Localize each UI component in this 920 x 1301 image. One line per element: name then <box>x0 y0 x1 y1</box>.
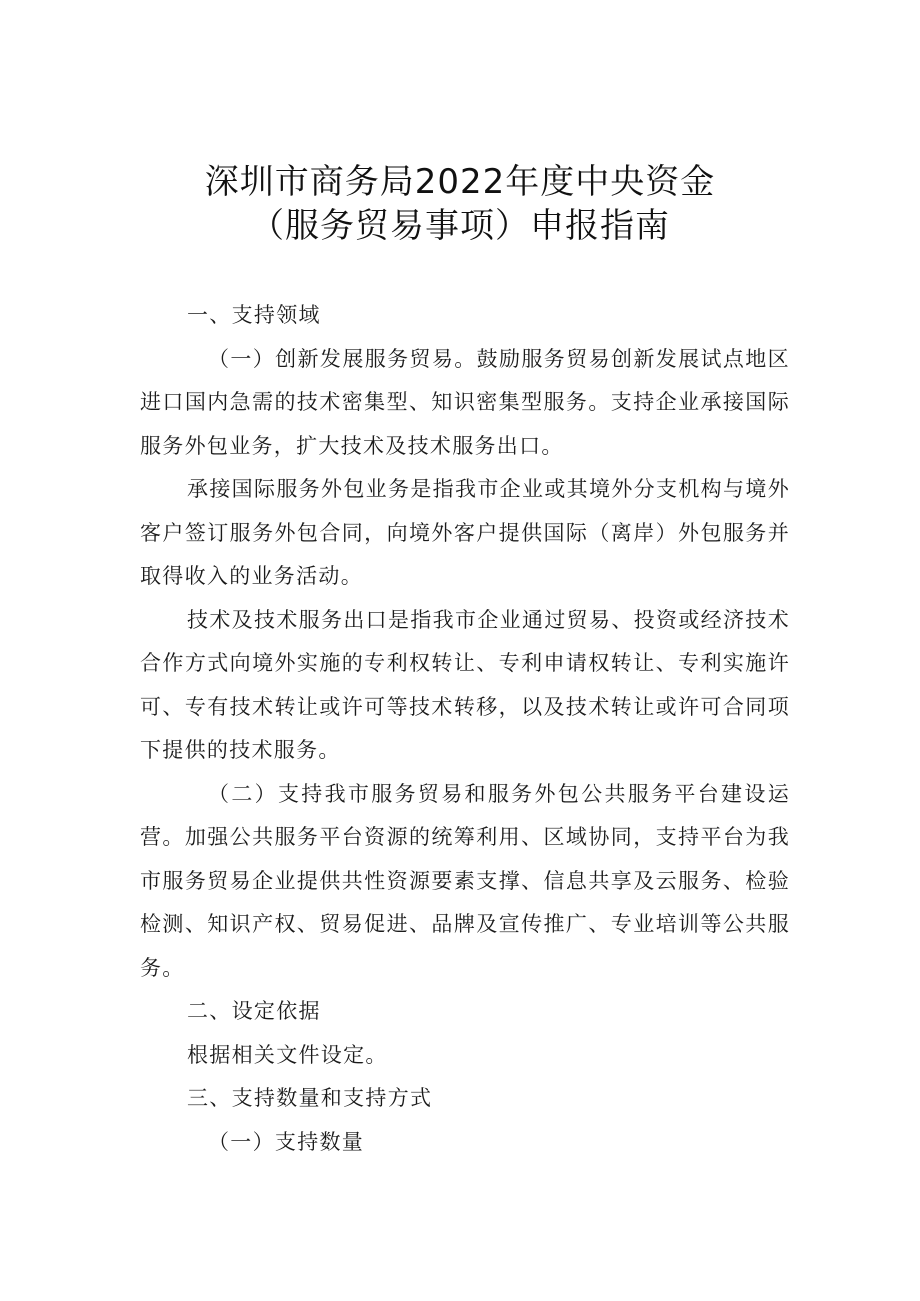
document-title-line-1: 深圳市商务局2022年度中央资金 <box>204 162 716 202</box>
paragraph-basis: 根据相关文件设定。 <box>187 1042 388 1067</box>
subsection-heading-quantity: （一）支持数量 <box>208 1129 365 1154</box>
paragraph-outsourcing-definition: 承接国际服务外包业务是指我市企业或其境外分支机构与境外客户签订服务外包合同，向境外客户提供国际（离岸）外包服务并取得收入的业务活动。 <box>140 477 790 588</box>
paragraph-technology-export-definition: 技术及技术服务出口是指我市企业通过贸易、投资或经济技术合作方式向境外实施的专利权转让、专利申请权转让、专利实施许可、专有技术转让或许可等技术转移，以及技术转让或许可合同项下提供的技术服务。 <box>140 607 790 762</box>
section-heading-basis: 二、设定依据 <box>187 999 321 1023</box>
section-heading-quantity-and-method: 三、支持数量和支持方式 <box>187 1086 433 1110</box>
paragraph-innovation-service-trade: （一）创新发展服务贸易。鼓励服务贸易创新发展试点地区进口国内急需的技术密集型、知识密集型服务。支持企业承接国际服务外包业务，扩大技术及技术服务出口。 <box>140 346 790 458</box>
paragraph-public-service-platform: （二）支持我市服务贸易和服务外包公共服务平台建设运营。加强公共服务平台资源的统筹利用、区域协同，支持平台为我市服务贸易企业提供共性资源要素支撑、信息共享及云服务、检验检测、知识产权、贸易促进、品牌及宣传推广、专业培训等公共服务。 <box>140 781 790 980</box>
document-body <box>140 294 790 1164</box>
section-heading-support-areas: 一、支持领域 <box>187 303 321 327</box>
document-title-line-2: （服务贸易事项）申报指南 <box>250 206 670 246</box>
